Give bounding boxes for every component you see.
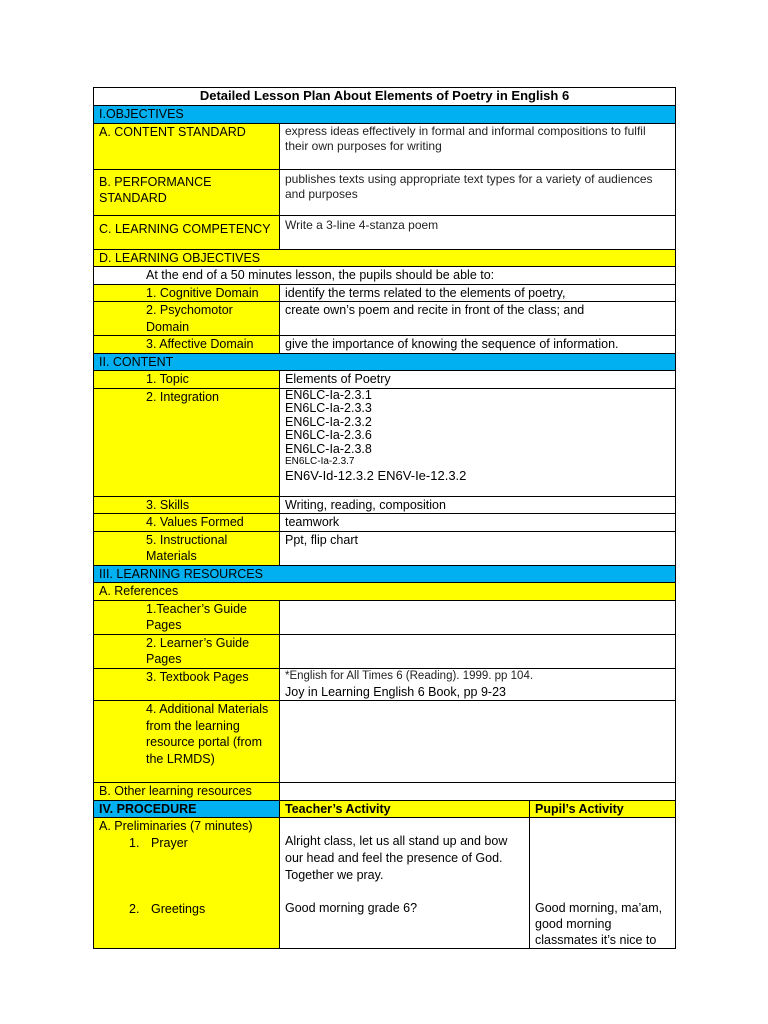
pupil-activity-header: Pupil’s Activity (530, 800, 676, 818)
integration-code: EN6LC-Ia-2.3.6 (285, 428, 372, 442)
skills-value: Writing, reading, composition (280, 496, 676, 514)
objectives-heading: I.OBJECTIVES (94, 106, 676, 124)
textbook-label: 3. Textbook Pages (94, 668, 280, 701)
integration-code: EN6LC-Ia-2.3.1 (285, 388, 372, 402)
content-standard-label: A. CONTENT STANDARD (94, 123, 280, 169)
performance-standard-row (94, 169, 676, 215)
title-row (94, 88, 676, 106)
teacher-activity-cell (280, 818, 530, 949)
integration-codes (280, 388, 676, 496)
topic-row (94, 371, 676, 389)
integration-label: 2. Integration (94, 388, 280, 496)
integration-code: EN6LC-Ia-2.3.3 (285, 401, 372, 415)
integration-row (94, 388, 676, 496)
affective-row (94, 336, 676, 354)
greetings-label: Greetings (151, 902, 206, 916)
content-heading: II. CONTENT (94, 353, 676, 371)
references-heading: A. References (94, 583, 676, 601)
materials-label: 5. Instructional Materials (94, 531, 280, 565)
greetings-item (99, 901, 274, 918)
skills-label: 3. Skills (94, 496, 280, 514)
objectives-intro-row (94, 267, 676, 285)
additional-materials-label: 4. Additional Materials from the learning resource portal (from the LRMDS) (94, 701, 280, 783)
other-resources-value (280, 783, 676, 801)
objectives-section-row (94, 106, 676, 124)
integration-code: EN6LC-Ia-2.3.7 (285, 456, 355, 467)
procedure-header-row (94, 800, 676, 818)
objectives-intro: At the end of a 50 minutes lesson, the pupils should be able to: (94, 267, 676, 285)
materials-row (94, 531, 676, 565)
integration-code: EN6LC-Ia-2.3.8 (285, 441, 372, 456)
psychomotor-domain-value: create own’s poem and recite in front of the class; and (280, 302, 676, 336)
preliminaries-row (94, 818, 676, 949)
teachers-guide-label: 1.Teacher’s Guide Pages (94, 600, 280, 634)
learning-competency-row (94, 215, 676, 249)
psychomotor-domain-label: 2. Psychomotor Domain (94, 302, 280, 336)
teachers-guide-row (94, 600, 676, 634)
lesson-plan-table (93, 87, 676, 949)
document-title: Detailed Lesson Plan About Elements of Poetry in English 6 (94, 88, 676, 106)
teachers-guide-value (280, 600, 676, 634)
greetings-pupil-text: Good morning, ma’am, good morning classmates it’s nice to (535, 901, 663, 947)
topic-label: 1. Topic (94, 371, 280, 389)
other-resources-row (94, 783, 676, 801)
preliminaries-cell (94, 818, 280, 949)
content-standard-value: express ideas effectively in formal and informal compositions to fulfil their own purposes for writing (280, 123, 676, 169)
prayer-number: 1. (129, 835, 140, 850)
procedure-heading: IV. PROCEDURE (94, 800, 280, 818)
performance-standard-label: B. PERFORMANCE STANDARD (94, 169, 280, 215)
textbook-row (94, 668, 676, 701)
learning-competency-label: C. LEARNING COMPETENCY (94, 215, 280, 249)
learners-guide-row (94, 634, 676, 668)
affective-domain-label: 3. Affective Domain (94, 336, 280, 354)
cognitive-domain-label: 1. Cognitive Domain (94, 284, 280, 302)
additional-materials-value (280, 701, 676, 783)
content-standard-row (94, 123, 676, 169)
values-row (94, 514, 676, 532)
learning-objectives-heading: D. LEARNING OBJECTIVES (94, 249, 676, 267)
integration-code-vocab: EN6V-Id-12.3.2 EN6V-Ie-12.3.2 (285, 468, 467, 483)
prayer-item (99, 835, 274, 852)
learners-guide-label: 2. Learner’s Guide Pages (94, 634, 280, 668)
affective-domain-value: give the importance of knowing the sequence of information. (280, 336, 676, 354)
prayer-label: Prayer (151, 835, 188, 850)
cognitive-row (94, 284, 676, 302)
resources-section-row (94, 565, 676, 583)
additional-materials-row (94, 701, 676, 783)
greetings-teacher-text: Good morning grade 6? (285, 901, 418, 915)
integration-code: EN6LC-Ia-2.3.2 (285, 414, 372, 429)
topic-value: Elements of Poetry (280, 371, 676, 389)
learning-objectives-row (94, 249, 676, 267)
values-value: teamwork (280, 514, 676, 532)
other-resources-label: B. Other learning resources (94, 783, 280, 801)
content-section-row (94, 353, 676, 371)
textbook-ref-1: *English for All Times 6 (Reading). 1999. pp 104. (285, 669, 534, 682)
psychomotor-row (94, 302, 676, 336)
skills-row (94, 496, 676, 514)
teacher-activity-header: Teacher’s Activity (280, 800, 530, 818)
values-label: 4. Values Formed (94, 514, 280, 532)
textbook-value (280, 668, 676, 701)
greetings-number: 2. (129, 902, 140, 916)
learners-guide-value (280, 634, 676, 668)
textbook-ref-2: Joy in Learning English 6 Book, pp 9-23 (285, 684, 506, 699)
materials-value: Ppt, flip chart (280, 531, 676, 565)
resources-heading: III. LEARNING RESOURCES (94, 565, 676, 583)
references-row (94, 583, 676, 601)
performance-standard-value: publishes texts using appropriate text types for a variety of audiences and purposes (280, 169, 676, 215)
cognitive-domain-value: identify the terms related to the elements of poetry, (280, 284, 676, 302)
prayer-teacher-text: Alright class, let us all stand up and bow our head and feel the presence of God. Together we pray. (285, 834, 508, 882)
learning-competency-value: Write a 3-line 4-stanza poem (280, 215, 676, 249)
pupil-activity-cell (530, 818, 676, 949)
preliminaries-heading: A. Preliminaries (7 minutes) (99, 819, 253, 833)
